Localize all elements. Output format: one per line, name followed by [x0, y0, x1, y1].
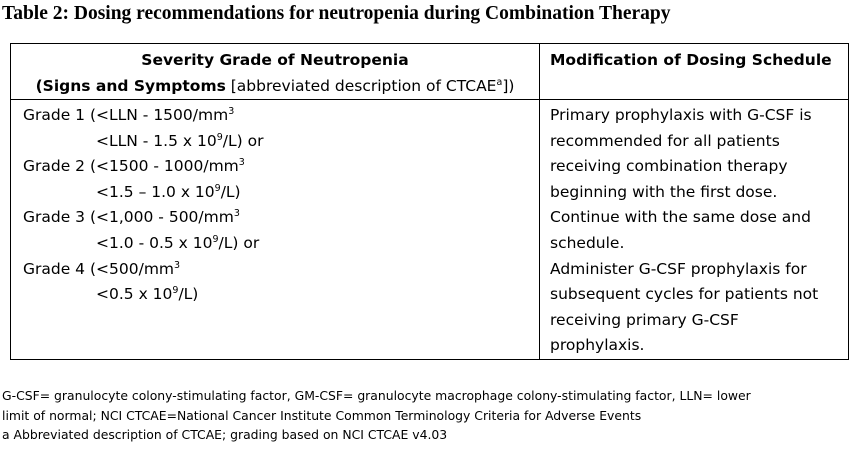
- grade-3: [23, 205, 539, 256]
- grade-4-sub-post: /L): [178, 285, 199, 304]
- modification-line-8: subsequent cycles for patients not: [550, 285, 819, 304]
- grade-1-sup: 3: [228, 106, 235, 117]
- footnote-abbreviations-2: limit of normal; NCI CTCAE=National Cancer Institute Common Terminology Criteria for Adverse Events: [2, 407, 642, 423]
- header-ctcae-end: ]): [502, 77, 515, 95]
- grade-4: [23, 257, 539, 308]
- modification-line-9: receiving primary G-CSF: [550, 310, 739, 329]
- grade-2-sub-sup: 9: [214, 182, 221, 194]
- grade-3-sub-post: /L) or: [218, 233, 260, 252]
- body-row: [11, 100, 849, 360]
- modification-line-5: Continue with the same dose and: [550, 208, 811, 227]
- header-row: [11, 44, 849, 100]
- header-ctcae-text: [abbreviated description of CTCAE: [225, 77, 497, 95]
- modification-line-2: recommended for all patients: [550, 131, 780, 150]
- grade-3-sub-sup: 9: [212, 233, 219, 245]
- dosing-table: [10, 43, 849, 360]
- grade-2: [23, 154, 539, 205]
- grade-3-label: Grade 3 (<1,000 - 500/mm: [23, 208, 234, 227]
- modification-line-3: receiving combination therapy: [550, 157, 788, 176]
- grade-1: [23, 103, 539, 154]
- grade-1-sub-post: /L) or: [222, 131, 264, 150]
- header-modification-title: Modification of Dosing Schedule: [550, 51, 832, 69]
- modification-line-7: Administer G-CSF prophylaxis for: [550, 259, 807, 278]
- footnotes: [2, 386, 751, 445]
- header-modification-cell: [540, 44, 849, 100]
- footnote-abbreviations-1: G-CSF= granulocyte colony-stimulating factor, GM-CSF= granulocyte macrophage colony-stimulating factor, LLN= lower: [2, 388, 751, 403]
- grade-4-sub-pre: <0.5 x 10: [96, 285, 173, 304]
- footnote-ctcae: a Abbreviated description of CTCAE; grading based on NCI CTCAE v4.03: [2, 427, 448, 442]
- grade-3-sub-pre: <1.0 - 0.5 x 10: [96, 233, 213, 252]
- header-ctcae-sup: a: [496, 77, 503, 88]
- table-title: Table 2: Dosing recommendations for neutropenia during Combination Therapy: [2, 3, 671, 24]
- grades-cell: [11, 100, 540, 360]
- grade-1-sub-pre: <LLN - 1.5 x 10: [96, 131, 217, 150]
- modification-line-10: prophylaxis.: [550, 336, 645, 355]
- grade-4-sub-sup: 9: [172, 285, 179, 297]
- grade-2-sub-post: /L): [220, 182, 241, 201]
- header-severity-cell: [11, 44, 540, 100]
- modification-line-6: schedule.: [550, 233, 625, 252]
- modification-line-1: Primary prophylaxis with G-CSF is: [550, 106, 812, 124]
- grade-4-sup: 3: [174, 259, 181, 271]
- header-signs-symptoms: (Signs and Symptoms: [35, 77, 226, 95]
- grade-2-label: Grade 2 (<1500 - 1000/mm: [23, 157, 239, 176]
- grade-4-label: Grade 4 (<500/mm: [23, 259, 175, 278]
- header-severity-title: Severity Grade of Neutropenia: [141, 51, 409, 69]
- grade-2-sub-pre: <1.5 – 1.0 x 10: [96, 182, 215, 201]
- modification-line-4: beginning with the first dose.: [550, 182, 778, 201]
- header-severity-subtitle: [11, 73, 539, 99]
- grade-2-sup: 3: [238, 157, 245, 169]
- grade-1-sub-sup: 9: [216, 131, 223, 143]
- grade-3-sup: 3: [233, 208, 240, 220]
- modification-cell: [540, 100, 849, 360]
- grade-1-label: Grade 1 (<LLN - 1500/mm: [23, 106, 229, 124]
